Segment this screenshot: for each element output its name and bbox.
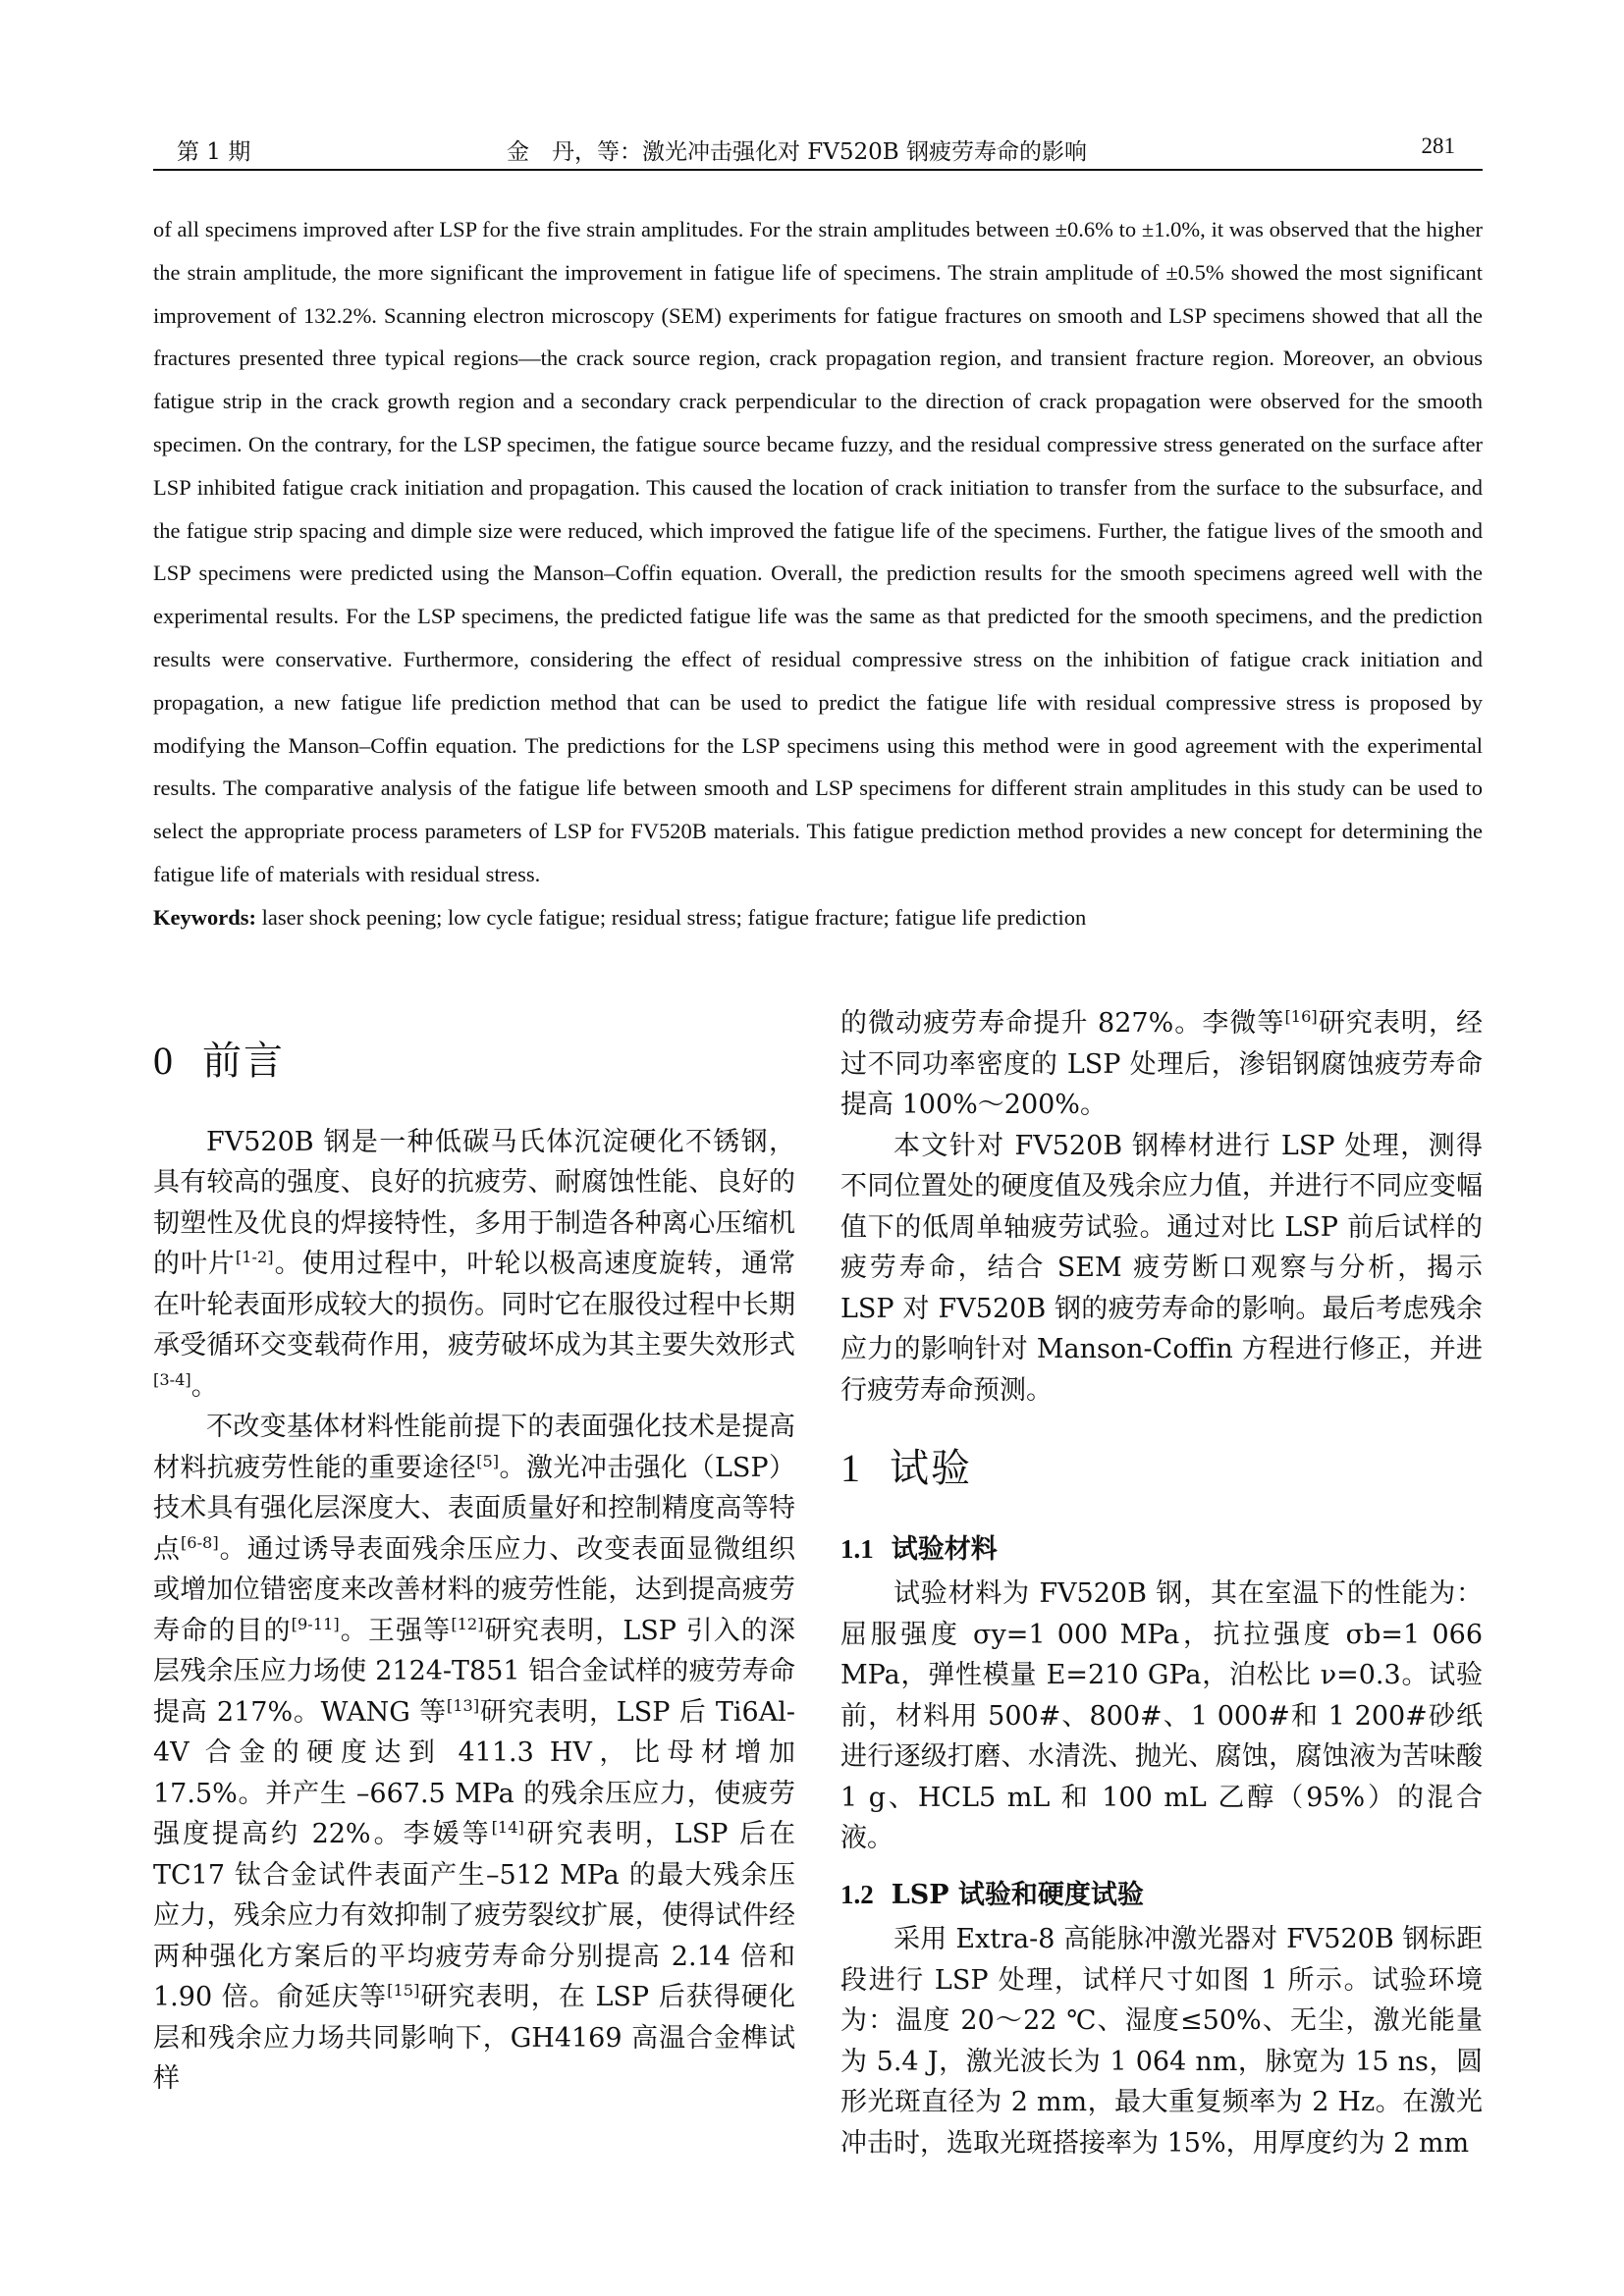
intro-paragraph-3: 本文针对 FV520B 钢棒材进行 LSP 处理，测得不同位置处的硬度值及残余应力值，并进行不同应变幅值下的低周单轴疲劳试验。通过对比 LSP 前后试样的疲劳寿命，结合 SEM 疲劳断口观察与分析，揭示 LSP 对 FV520B 钢的疲劳寿命的影响。最后考虑残余应力的影响针对 Manson-Coffin 方程进行修正，并进行疲劳寿命预测。 bbox=[840, 1130, 1483, 1406]
keywords-list: laser shock peening; low cycle fatigue; residual stress; fatigue fracture; fatigue life prediction bbox=[256, 904, 1087, 930]
intro-paragraph-2: 不改变基体材料性能前提下的表面强化技术是提高材料抗疲劳性能的重要途径[5]。激光冲击强化（LSP）技术具有强化层深度大、表面质量好和控制精度高等特点[6-8]。通过诱导表面残余压应力、改变表面显微组织或增加位错密度来改善材料的疲劳性能，达到提高疲劳寿命的目的[9-11]。王强等[12]研究表明，LSP 引入的深层残余压应力场使 2124-T851 铝合金试样的疲劳寿命提高 217%。WANG 等[13]研究表明，LSP 后 Ti6Al-4V 合金的硬度达到 411.3 HV，比母材增加 17.5%。并产生 –667.5 MPa 的残余压应力，使疲劳强度提高约 22%。李媛等[14]研究表明，LSP 后在 TC17 钛合金试件表面产生–512 MPa 的最大残余压应力，残余应力有效抑制了疲劳裂纹扩展，使得试件经两种强化方案后的平均疲劳寿命分别提高 2.14 倍和 1.90 倍。俞延庆等[15]研究表明，在 LSP 后获得硬化层和残余应力场共同影响下，GH4169 高温合金榫试样 bbox=[153, 1412, 796, 2094]
intro-paragraph-1: FV520B 钢是一种低碳马氏体沉淀硬化不锈钢，具有较高的强度、良好的抗疲劳、耐腐蚀性能、良好的韧塑性及优良的焊接特性，多用于制造各种离心压缩机的叶片[1-2]。使用过程中，叶轮以极高速度旋转，通常在叶轮表面形成较大的损伤。同时它在服役过程中长期承受循环交变载荷作用，疲劳破坏成为其主要失效形式[3-4]。 bbox=[153, 1126, 796, 1402]
citation: [9-11] bbox=[291, 1614, 340, 1633]
issue-label: 第 1 期 bbox=[177, 139, 251, 165]
subsection-1-1-heading: 1.1 试验材料 bbox=[840, 1533, 998, 1565]
right-column bbox=[840, 1003, 1483, 2163]
citation: [13] bbox=[446, 1695, 480, 1715]
abstract-continuation bbox=[153, 208, 1483, 939]
keywords-line bbox=[153, 896, 1483, 939]
materials-paragraph: 试验材料为 FV520B 钢，其在室温下的性能为：屈服强度 σy=1 000 MPa，抗拉强度 σb=1 066 MPa，弹性模量 E=210 GPa，泊松比 ν=0.3。试验前，材料用 500#、800#、1 000#和 1 200#砂纸进行逐级打磨、水清洗、抛光、腐蚀，腐蚀液为苦味酸 1 g、HCL5 mL 和 100 mL 乙醇（95%）的混合液。 bbox=[840, 1578, 1483, 1853]
subsection-1-2-heading: 1.2 LSP 试验和硬度试验 bbox=[840, 1879, 1144, 1910]
left-column bbox=[153, 1003, 795, 2100]
citation: [14] bbox=[491, 1818, 524, 1837]
citation: [15] bbox=[387, 1981, 420, 2000]
citation: [16] bbox=[1284, 1007, 1318, 1026]
lsp-test-paragraph: 采用 Extra-8 高能脉冲激光器对 FV520B 钢标距段进行 LSP 处理，试样尺寸如图 1 所示。试验环境为：温度 20～22 ℃、湿度≤50%、无尘，激光能量为 5.4 J，激光波长为 1 064 nm，脉宽为 15 ns，圆形光斑直径为 2 mm，最大重复频率为 2 Hz。在激光冲击时，选取光斑搭接率为 15%，用厚度约为 2 mm bbox=[840, 1924, 1483, 2159]
running-header bbox=[153, 128, 1483, 171]
citation: [3-4] bbox=[153, 1369, 191, 1389]
citation: [12] bbox=[451, 1614, 484, 1633]
abstract-text: of all specimens improved after LSP for the five strain amplitudes. For the strain amplitudes between ±0.6% to ±1.0%, it was observed that the higher the strain amplitude, the more significant the improvement in fatigue life of specimens. The strain amplitude of ±0.5% showed the most significant improvement of 132.2%. Scanning electron microscopy (SEM) experiments for fatigue fractures on smooth and LSP specimens showed that all the fractures presented three typical regions—the crack source region, crack propagation region, and transient fracture region. Moreover, an obvious fatigue strip in the crack growth region and a secondary crack perpendicular to the direction of crack propagation were observed for the smooth specimen. On the contrary, for the LSP specimen, the fatigue source became fuzzy, and the residual compressive stress generated on the surface after LSP inhibited fatigue crack initiation and propagation. This caused the location of crack initiation to transfer from the surface to the subsurface, and the fatigue strip spacing and dimple size were reduced, which improved the fatigue life of the specimens. Further, the fatigue lives of the smooth and LSP specimens were predicted using the Manson–Coffin equation. Overall, the prediction results for the smooth specimens agreed well with the experimental results. For the LSP specimens, the predicted fatigue life was the same as that predicted for the smooth specimens, and the prediction results were conservative. Furthermore, considering the effect of residual compressive stress on the inhibition of fatigue crack initiation and propagation, a new fatigue life prediction method that can be used to predict the fatigue life with residual compressive stress is proposed by modifying the Manson–Coffin equation. The predictions for the LSP specimens using this method were in good agreement with the experimental results. The comparative analysis of the fatigue life between smooth and LSP specimens for different strain amplitudes in this study can be used to select the appropriate process parameters of LSP for FV520B materials. This fatigue prediction method provides a new concept for determining the fatigue life of materials with residual stress. bbox=[153, 217, 1483, 886]
page-number: 281 bbox=[1421, 133, 1455, 158]
section-0-heading: 0 前言 bbox=[153, 1039, 285, 1084]
section-1-heading: 1 试验 bbox=[840, 1446, 972, 1491]
citation: [6-8] bbox=[180, 1532, 219, 1552]
citation: [5] bbox=[476, 1451, 500, 1470]
intro-continuation: 的微动疲劳寿命提升 827%。李微等[16]研究表明，经过不同功率密度的 LSP 处理后，渗铝钢腐蚀疲劳寿命提高 100%～200%。 bbox=[840, 1007, 1483, 1120]
keywords-label: Keywords: bbox=[153, 904, 256, 930]
running-title: 金 丹，等：激光冲击强化对 FV520B 钢疲劳寿命的影响 bbox=[507, 139, 1087, 165]
citation: [1-2] bbox=[235, 1248, 274, 1266]
